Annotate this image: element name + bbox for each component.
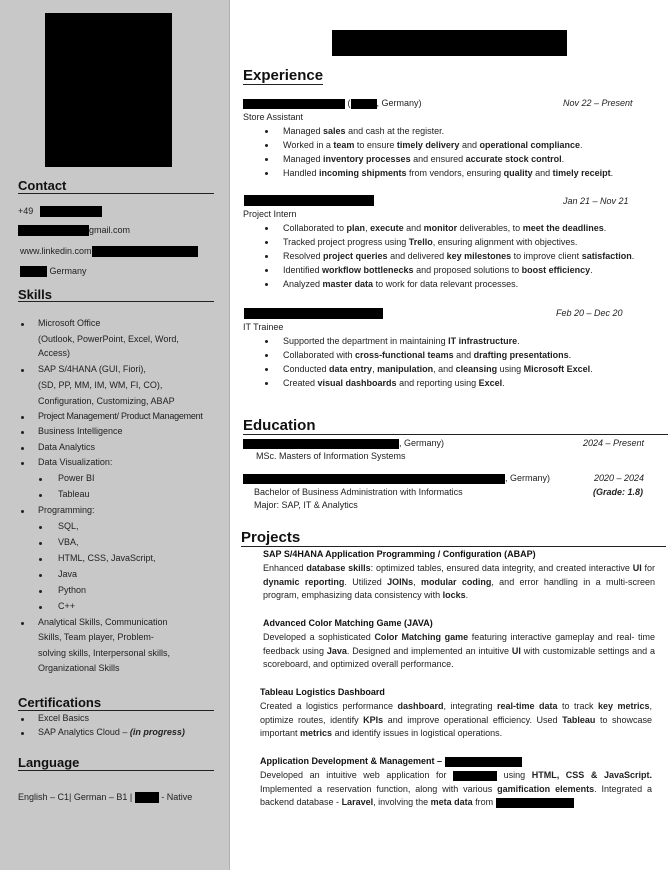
skill-item: Skills, Team player, Problem-	[38, 632, 154, 642]
project1-body: Enhanced database skills: optimized tables, ensured data integrity, and created interactive UI for dynamic reporting. Utilized JOINs, modular coding, and error handling in a multi-screen program, emphasizing data consistency with locks.	[263, 563, 656, 600]
redacted-city	[351, 99, 377, 109]
contact-heading: Contact	[18, 178, 67, 193]
skill-bullet	[21, 622, 24, 625]
job1-role: Store Assistant	[243, 112, 304, 122]
job2-dates: Jan 21 – Nov 21	[563, 196, 629, 206]
skill-bullet	[21, 369, 24, 372]
language-suffix: - Native	[161, 792, 193, 802]
sidebar	[0, 0, 230, 870]
skill-item: Programming:	[38, 505, 95, 515]
edu1-dates: 2024 – Present	[583, 438, 645, 448]
redacted-employer	[244, 195, 374, 206]
language-rule	[18, 770, 214, 771]
edu1-header	[243, 438, 444, 449]
cert-sac-note: (in progress)	[129, 727, 185, 737]
redacted-native-language	[135, 792, 159, 803]
certifications-heading: Certifications	[18, 695, 102, 710]
skills-rule	[18, 301, 214, 302]
skill-bullet	[21, 323, 24, 326]
project3-body: Created a logistics performance dashboard, integrating real-time data to track key metrics, optimize routes, identify KPIs and improve operational efficiency. Used Tableau to showcase important metrics and identify issues in logistical operations.	[260, 701, 653, 738]
contact-rule	[18, 193, 214, 194]
contact-location	[20, 266, 87, 277]
job3-dates: Feb 20 – Dec 20	[556, 308, 623, 318]
cert-item-sac	[38, 727, 185, 738]
language-prefix: English – C1| German – B1 |	[18, 792, 133, 802]
job1-location-suffix: , Germany)	[376, 98, 422, 108]
language-line	[18, 792, 192, 803]
experience-rule	[243, 84, 323, 85]
education-rule	[243, 434, 668, 435]
skill-bullet	[21, 462, 24, 465]
skill-item: Tableau	[58, 489, 90, 499]
job-bullet-item: Worked in a team to ensure timely delivery and operational compliance.	[283, 140, 583, 150]
skill-bullet	[21, 416, 24, 419]
skill-item: Configuration, Customizing, ABAP	[38, 396, 175, 406]
edu2-location-suffix: , Germany)	[505, 473, 551, 483]
main-content	[230, 0, 670, 870]
redacted-city	[20, 266, 47, 277]
skill-bullet	[21, 510, 24, 513]
skill-item: Microsoft Office	[38, 318, 101, 328]
skill-bullet	[39, 558, 42, 561]
job-bullet-item: Collaborated to plan, execute and monitor deliverables, to meet the deadlines.	[283, 223, 607, 233]
project2-title: Advanced Color Matching Game (JAVA)	[263, 618, 433, 628]
contact-email	[18, 225, 130, 236]
redacted-employer	[244, 308, 383, 319]
skill-bullet	[39, 574, 42, 577]
skill-item: (SD, PP, MM, IM, WM, FI, CO),	[38, 380, 163, 390]
edu1-degree: MSc. Masters of Information Systems	[256, 451, 406, 461]
projects-rule	[241, 546, 666, 547]
job-bullet-item: Managed inventory processes and ensured accurate stock control.	[283, 154, 565, 164]
skill-bullet	[39, 606, 42, 609]
contact-phone	[18, 206, 102, 217]
job-bullet-item: Handled incoming shipments from vendors, ensuring quality and timely receipt.	[283, 168, 614, 178]
skill-item: C++	[58, 601, 76, 611]
skills-heading: Skills	[18, 287, 52, 302]
cert-item-excel: Excel Basics	[38, 713, 90, 723]
job3-role: IT Trainee	[243, 322, 284, 332]
project3-title: Tableau Logistics Dashboard	[260, 687, 385, 697]
email-suffix: gmail.com	[89, 225, 131, 235]
project2-body: Developed a sophisticated Color Matching game featuring interactive gameplay and real- time feedback using Java. Designed and implemented an intuitive UI with customizable settings and a scoreboard, and optimized overall performance.	[263, 632, 655, 669]
skill-item: Python	[58, 585, 87, 595]
job-bullet-item: Managed sales and cash at the register.	[283, 126, 445, 136]
education-heading: Education	[243, 417, 316, 434]
projects-heading: Projects	[241, 529, 301, 546]
redacted-phone	[40, 206, 102, 217]
project4-body: Developed an intuitive web application for using HTML, CSS & JavaScript. Implemented a reservation function, along with various gamification elements. Integrated a backend database - Laravel, involving the meta data from	[260, 770, 653, 807]
skill-bullet	[39, 590, 42, 593]
skill-item: Power BI	[58, 473, 95, 483]
skill-item: Organizational Skills	[38, 663, 120, 673]
skill-item: Data Analytics	[38, 442, 96, 452]
experience-heading: Experience	[243, 67, 324, 84]
skill-bullet	[21, 431, 24, 434]
skill-item: SAP S/4HANA (GUI, Fiori),	[38, 364, 146, 374]
cert-sac-text: SAP Analytics Cloud –	[38, 727, 130, 737]
skill-item: solving skills, Interpersonal skills,	[38, 648, 171, 658]
redacted-university	[243, 474, 505, 484]
redacted-employer	[243, 99, 345, 109]
edu2-major: Major: SAP, IT & Analytics	[254, 500, 358, 510]
skill-item: HTML, CSS, JavaScript,	[58, 553, 156, 563]
edu2-degree: Bachelor of Business Administration with Informatics	[254, 487, 463, 497]
project4-title-text: Application Development & Management –	[260, 756, 443, 766]
skill-item: VBA,	[58, 537, 79, 547]
redacted-text	[453, 771, 497, 781]
language-heading: Language	[18, 755, 80, 770]
job-bullet-item: Supported the department in maintaining IT infrastructure.	[283, 336, 520, 346]
skill-bullet	[21, 447, 24, 450]
job-bullet-item: Created visual dashboards and reporting using Excel.	[283, 378, 505, 388]
redacted-name	[332, 30, 567, 56]
edu2-grade: (Grade: 1.8)	[593, 487, 644, 497]
project4-title	[260, 756, 522, 767]
job1-header	[243, 98, 422, 109]
cert-bullet	[21, 732, 24, 735]
profile-photo-redacted	[45, 13, 172, 167]
skill-item: SQL,	[58, 521, 79, 531]
skill-bullet	[39, 494, 42, 497]
phone-prefix: +49	[18, 206, 34, 216]
skill-bullet	[39, 542, 42, 545]
job-bullet-item: Tracked project progress using Trello, ensuring alignment with objectives.	[283, 237, 578, 247]
edu1-location-suffix: , Germany)	[399, 438, 445, 448]
project1-title: SAP S/4HANA Application Programming / Configuration (ABAP)	[263, 549, 536, 559]
skill-bullet	[39, 478, 42, 481]
certifications-rule	[18, 710, 214, 711]
edu2-header	[243, 473, 550, 484]
redacted-linkedin	[92, 246, 198, 257]
job-bullet-item: Resolved project queries and delivered key milestones to improve client satisfaction.	[283, 251, 635, 261]
redacted-university	[243, 439, 399, 449]
cert-bullet	[21, 718, 24, 721]
redacted-email	[18, 225, 89, 236]
linkedin-prefix: www.linkedin.com	[20, 246, 92, 256]
skill-item: Analytical Skills, Communication	[38, 617, 168, 627]
skill-item: (Outlook, PowerPoint, Excel, Word,	[38, 334, 179, 344]
job1-dates: Nov 22 – Present	[563, 98, 633, 108]
edu2-dates: 2020 – 2024	[594, 473, 645, 483]
job-bullet-item: Analyzed master data to work for data relevant processes.	[283, 279, 519, 289]
job2-role: Project Intern	[243, 209, 297, 219]
skill-item: Access)	[38, 348, 71, 358]
redacted-client	[445, 757, 522, 767]
job-bullet-item: Collaborated with cross-functional teams and drafting presentations.	[283, 350, 572, 360]
job-bullet-item: Conducted data entry, manipulation, and cleansing using Microsoft Excel.	[283, 364, 593, 374]
contact-linkedin	[20, 246, 198, 257]
skill-item: Project Management/ Product Management	[38, 411, 203, 421]
skill-bullet	[39, 526, 42, 529]
location-suffix: Germany	[49, 266, 87, 276]
job1-location-open: (	[347, 98, 351, 108]
skill-item: Business Intelligence	[38, 426, 123, 436]
job-bullet-item: Identified workflow bottlenecks and proposed solutions to boost efficiency.	[283, 265, 593, 275]
skill-item: Java	[58, 569, 78, 579]
skill-item: Data Visualization:	[38, 457, 113, 467]
redacted-text	[496, 798, 574, 808]
